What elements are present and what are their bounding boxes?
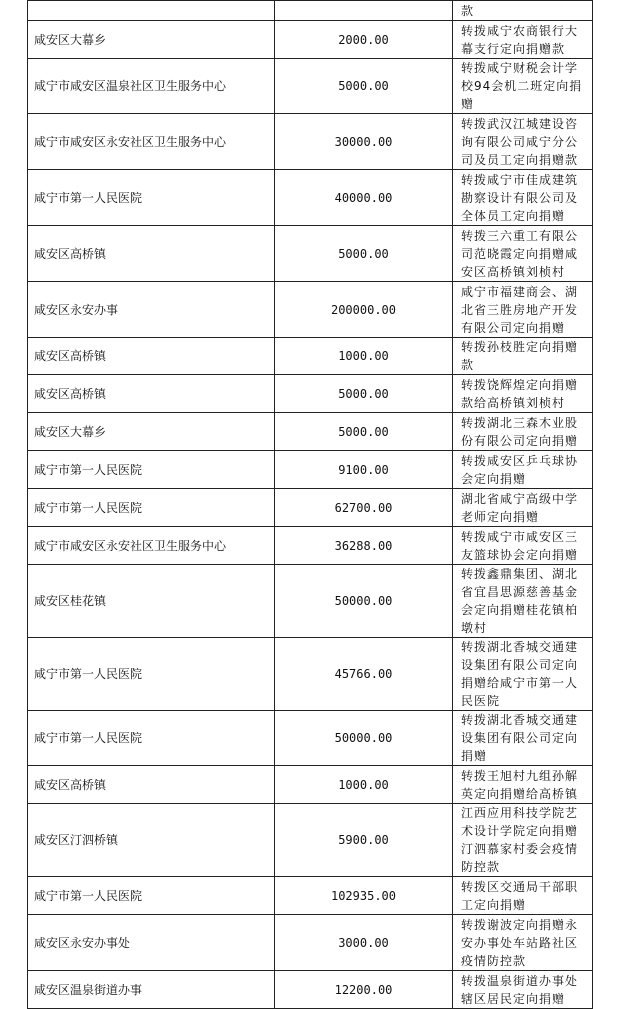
note-cell: 转拨咸宁市咸安区三友篮球协会定向捐赠 bbox=[453, 527, 593, 565]
unit-cell: 咸宁市第一人民医院 bbox=[28, 877, 275, 915]
table-row bbox=[28, 766, 593, 804]
amount-cell: 5000.00 bbox=[275, 226, 453, 282]
amount-cell: 12200.00 bbox=[275, 971, 453, 1009]
note-cell: 转拨鑫鼎集团、湖北省宜昌思源慈善基金会定向捐赠桂花镇柏墩村 bbox=[453, 565, 593, 638]
table-row bbox=[28, 527, 593, 565]
unit-cell: 咸安区桂花镇 bbox=[28, 565, 275, 638]
unit-cell: 咸安区高桥镇 bbox=[28, 766, 275, 804]
amount-cell: 45766.00 bbox=[275, 638, 453, 711]
note-cell: 转拨孙枝胜定向捐赠款 bbox=[453, 338, 593, 375]
amount-cell: 40000.00 bbox=[275, 170, 453, 226]
amount-cell: 50000.00 bbox=[275, 711, 453, 766]
table-row bbox=[28, 282, 593, 338]
unit-cell: 咸宁市第一人民医院 bbox=[28, 489, 275, 527]
note-cell: 转拨咸宁农商银行大幕支行定向捐赠款 bbox=[453, 21, 593, 59]
note-cell: 转拨湖北三森木业股份有限公司定向捐赠 bbox=[453, 413, 593, 451]
note-cell: 转拨咸宁财税会计学校94会机二班定向捐赠 bbox=[453, 59, 593, 114]
amount-cell: 5000.00 bbox=[275, 375, 453, 413]
table-row bbox=[28, 226, 593, 282]
table-row bbox=[28, 489, 593, 527]
unit-cell: 咸宁市咸安区永安社区卫生服务中心 bbox=[28, 114, 275, 170]
unit-cell: 咸宁市咸安区温泉社区卫生服务中心 bbox=[28, 59, 275, 114]
note-cell: 转拨咸安区乒乓球协会定向捐赠 bbox=[453, 451, 593, 489]
amount-cell: 5000.00 bbox=[275, 413, 453, 451]
amount-cell: 9100.00 bbox=[275, 451, 453, 489]
note-cell: 转拨王旭村九组孙解英定向捐赠给高桥镇 bbox=[453, 766, 593, 804]
table-row bbox=[28, 565, 593, 638]
unit-cell: 咸宁市第一人民医院 bbox=[28, 711, 275, 766]
note-cell: 湖北省咸宁高级中学老师定向捐赠 bbox=[453, 489, 593, 527]
amount-cell: 50000.00 bbox=[275, 565, 453, 638]
note-cell: 江西应用科技学院艺术设计学院定向捐赠汀泗慕家村委会疫情防控款 bbox=[453, 804, 593, 877]
table-row bbox=[28, 971, 593, 1009]
table-row bbox=[28, 711, 593, 766]
amount-cell: 200000.00 bbox=[275, 282, 453, 338]
note-cell: 转拨三六重工有限公司范晓霞定向捐赠咸安区高桥镇刘桢村 bbox=[453, 226, 593, 282]
note-cell: 转拨咸宁市佳成建筑勘察设计有限公司及全体员工定向捐赠 bbox=[453, 170, 593, 226]
unit-cell: 咸安区永安办事处 bbox=[28, 915, 275, 971]
table-row bbox=[28, 1, 593, 21]
donation-table bbox=[27, 0, 593, 1009]
unit-cell: 咸安区温泉街道办事 bbox=[28, 971, 275, 1009]
table-row bbox=[28, 413, 593, 451]
note-cell: 转拨湖北香城交通建设集团有限公司定向捐赠 bbox=[453, 711, 593, 766]
unit-cell: 咸宁市第一人民医院 bbox=[28, 451, 275, 489]
table-row bbox=[28, 375, 593, 413]
unit-cell: 咸安区大幕乡 bbox=[28, 413, 275, 451]
unit-cell: 咸安区高桥镇 bbox=[28, 226, 275, 282]
note-cell: 咸宁市福建商会、湖北省三胜房地产开发有限公司定向捐赠 bbox=[453, 282, 593, 338]
amount-cell: 5000.00 bbox=[275, 59, 453, 114]
note-cell: 转拨武汉江城建设咨询有限公司咸宁分公司及员工定向捐赠款 bbox=[453, 114, 593, 170]
table-row bbox=[28, 170, 593, 226]
unit-cell: 咸宁市第一人民医院 bbox=[28, 638, 275, 711]
table-row bbox=[28, 59, 593, 114]
unit-cell: 咸安区高桥镇 bbox=[28, 338, 275, 375]
amount-cell: 1000.00 bbox=[275, 338, 453, 375]
table-row bbox=[28, 21, 593, 59]
amount-cell bbox=[275, 1, 453, 21]
donation-table-sheet bbox=[27, 0, 592, 1009]
table-row bbox=[28, 915, 593, 971]
amount-cell: 2000.00 bbox=[275, 21, 453, 59]
table-row bbox=[28, 638, 593, 711]
unit-cell: 咸安区永安办事 bbox=[28, 282, 275, 338]
amount-cell: 102935.00 bbox=[275, 877, 453, 915]
table-row bbox=[28, 114, 593, 170]
amount-cell: 62700.00 bbox=[275, 489, 453, 527]
unit-cell bbox=[28, 1, 275, 21]
table-row bbox=[28, 451, 593, 489]
note-cell: 转拨谢波定向捐赠永安办事处车站路社区疫情防控款 bbox=[453, 915, 593, 971]
table-row bbox=[28, 338, 593, 375]
unit-cell: 咸宁市咸安区永安社区卫生服务中心 bbox=[28, 527, 275, 565]
unit-cell: 咸宁市第一人民医院 bbox=[28, 170, 275, 226]
unit-cell: 咸安区高桥镇 bbox=[28, 375, 275, 413]
unit-cell: 咸安区汀泗桥镇 bbox=[28, 804, 275, 877]
note-cell: 转拨饶辉煌定向捐赠款给高桥镇刘桢村 bbox=[453, 375, 593, 413]
table-row bbox=[28, 877, 593, 915]
amount-cell: 3000.00 bbox=[275, 915, 453, 971]
note-cell: 转拨区交通局干部职工定向捐赠 bbox=[453, 877, 593, 915]
table-row bbox=[28, 804, 593, 877]
note-cell: 转拨温泉街道办事处辖区居民定向捐赠 bbox=[453, 971, 593, 1009]
amount-cell: 36288.00 bbox=[275, 527, 453, 565]
note-cell: 转拨湖北香城交通建设集团有限公司定向捐赠给咸宁市第一人民医院 bbox=[453, 638, 593, 711]
amount-cell: 1000.00 bbox=[275, 766, 453, 804]
note-cell: 款 bbox=[453, 1, 593, 21]
unit-cell: 咸安区大幕乡 bbox=[28, 21, 275, 59]
amount-cell: 5900.00 bbox=[275, 804, 453, 877]
amount-cell: 30000.00 bbox=[275, 114, 453, 170]
